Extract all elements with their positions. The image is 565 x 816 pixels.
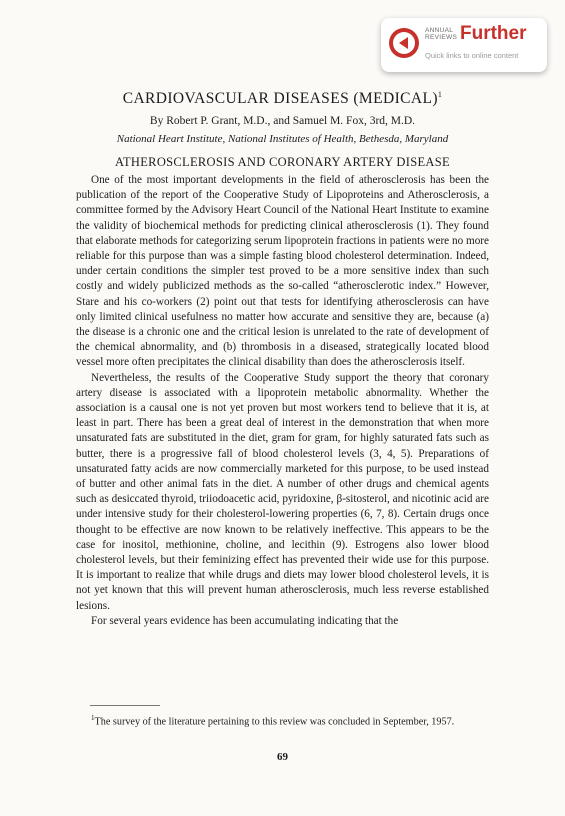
article-title — [0, 90, 565, 108]
body-text — [76, 173, 489, 629]
paragraph: Nevertheless, the results of the Cooperative Study support the theory that coronary artery disease is associated with a lipoprotein metabolic abnormality. Whether the association is a causal one is not yet proven but most workers tend to believe that it is, at least in part. There has been a great deal of interest in the demonstration that when more unsaturated fats are substituted in the diet, gram for gram, for highly saturated fats such as butter, there is a progressive fall of blood cholesterol levels (3, 4, 5). Preparations of unsaturated fatty acids are now commercially marketed for this purpose, to be used instead of butter and other animal fats in the diet. A number of other drugs and chemical agents such as desiccated thyroid, triiodoacetic acid, pyridoxine, β-sitosterol, and nicotinic acid are under intensive study for their cholesterol-lowering properties (6, 7, 8). Certain drugs once thought to be effective are now known to be relatively ineffective. This appears to be the case for inositol, methionine, choline, and lecithin (9). Estrogens also lower blood cholesterol levels, but their feminizing effect has prevented their wide use for this purpose. It is important to realize that while drugs and diets may lower blood cholesterol levels, it is not yet known that this will prevent human atherosclerosis, much less reverse established lesions. — [76, 371, 489, 612]
footnote — [76, 712, 489, 729]
footnote-marker: 1 — [91, 714, 95, 722]
annual-reviews-further-badge[interactable] — [381, 18, 547, 72]
affiliation-line: National Heart Institute, National Institutes of Health, Bethesda, Maryland — [116, 133, 449, 145]
badge-further-label: Further — [460, 23, 527, 44]
page-number: 69 — [277, 751, 288, 763]
badge-subtitle: Quick links to online content — [425, 51, 519, 60]
badge-publisher — [425, 27, 457, 41]
badge-reviews-label: REVIEWS — [425, 34, 458, 41]
title-footnote-marker: 1 — [437, 90, 443, 99]
badge-annual-label: ANNUAL — [425, 27, 454, 34]
play-back-icon — [389, 28, 419, 58]
section-heading: ATHEROSCLEROSIS AND CORONARY ARTERY DISEASE — [115, 155, 450, 169]
footnote-rule — [90, 705, 160, 706]
footnote-text: The survey of the literature pertaining to this review was concluded in September, 1957. — [94, 716, 455, 728]
authors-line: By Robert P. Grant, M.D., and Samuel M. Fox, 3rd, M.D. — [149, 115, 416, 127]
paragraph: For several years evidence has been accumulating indicating that the — [91, 614, 399, 627]
article-title-text: CARDIOVASCULAR DISEASES (MEDICAL) — [122, 90, 438, 108]
paragraph: One of the most important developments in the field of atherosclerosis has been the publication of the report of the Cooperative Study of Lipoproteins and Atherosclerosis, a committee formed by the Advisory Heart Council of the National Heart Institute to examine the validity of biochemical methods for predicting clinical atherosclerosis (1). They found that elaborate methods for categorizing serum lipoprotein fractions in patients were no more reliable for this purpose than was a simple fasting blood cholesterol determination. Indeed, under certain conditions the simpler test proved to be a more sensitive index than such costly and widely publicized methods as the so-called “atherosclerotic index.” However, Stare and his co-workers (2) point out that tests for identifying atherosclerosis can have only limited clinical usefulness no matter how accurate and sensitive they are, because (a) the disease is a chronic one and the critical lesion is unrelated to the rate of development of the chemical abnormality, and (b) thrombosis in a diseased, strategically located blood vessel more often precipitates the clinical disability than does the atherosclerosis itself. — [76, 174, 489, 369]
